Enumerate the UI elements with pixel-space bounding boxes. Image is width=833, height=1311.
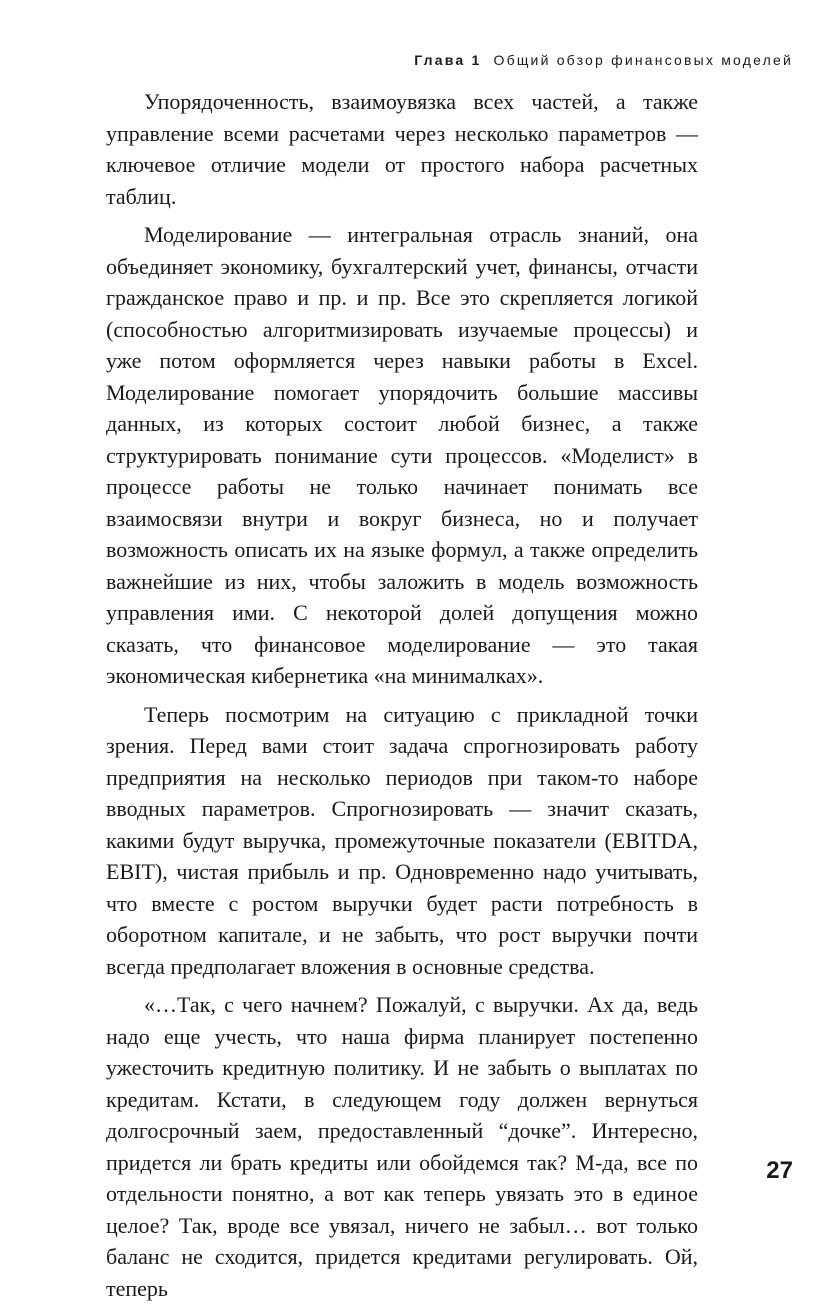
page-body [106,86,698,1311]
paragraph: Моделирование — интегральная отрасль знаний, она объединяет экономику, бухгалтерский учет, финансы, отчасти гражданское право и пр. и пр. Все это скрепляется логикой (способностью алгоритмизировать изучаемые процессы) и уже потом оформляется через навыки работы в Excel. Моделирование помогает упорядочить большие массивы данных, из которых состоит любой бизнес, а также структурировать понимание сути процессов. «Моделист» в процессе работы не только начинает понимать все взаимосвязи внутри и вокруг бизнеса, но и получает возможность описать их на языке формул, а также определить важнейшие из них, чтобы заложить в модель возможность управления ими. С некоторой долей допущения можно сказать, что финансовое моделирование — это такая экономическая кибернетика «на минималках». [106,222,698,688]
paragraph: Теперь посмотрим на ситуацию с прикладной точки зрения. Перед вами стоит задача спрогнозировать работу предприятия на несколько периодов при таком-то наборе вводных параметров. Спрогнозировать — значит сказать, какими будут выручка, промежуточные показатели (EBITDA, EBIT), чистая прибыль и пр. Одновременно надо учитывать, что вместе с ростом выручки будет расти потребность в оборотном капитале, и не забыть, что рост выручки почти всегда предполагает вложения в основные средства. [106,701,698,979]
page-number: 27 [766,1157,793,1184]
running-header [414,52,793,68]
chapter-label: Глава 1 [414,52,482,68]
chapter-title: Общий обзор финансовых моделей [493,52,793,68]
paragraph: Упорядоченность, взаимоувязка всех частей, а также управление всеми расчетами через несколько параметров — ключевое отличие модели от простого набора расчетных таблиц. [106,89,698,209]
paragraph: «…Так, с чего начнем? Пожалуй, с выручки. Ах да, ведь надо еще учесть, что наша фирма планирует постепенно ужесточить кредитную политику. И не забыть о выплатах по кредитам. Кстати, в следующем году должен вернуться долгосрочный заем, предоставленный “дочке”. Интересно, придется ли брать кредиты или обойдемся так? М-да, все по отдельности понятно, а вот как теперь увязать это в единое целое? Так, вроде все увязал, ничего не забыл… вот только баланс не сходится, придется кредитами регулировать. Ой, теперь [106,992,698,1301]
